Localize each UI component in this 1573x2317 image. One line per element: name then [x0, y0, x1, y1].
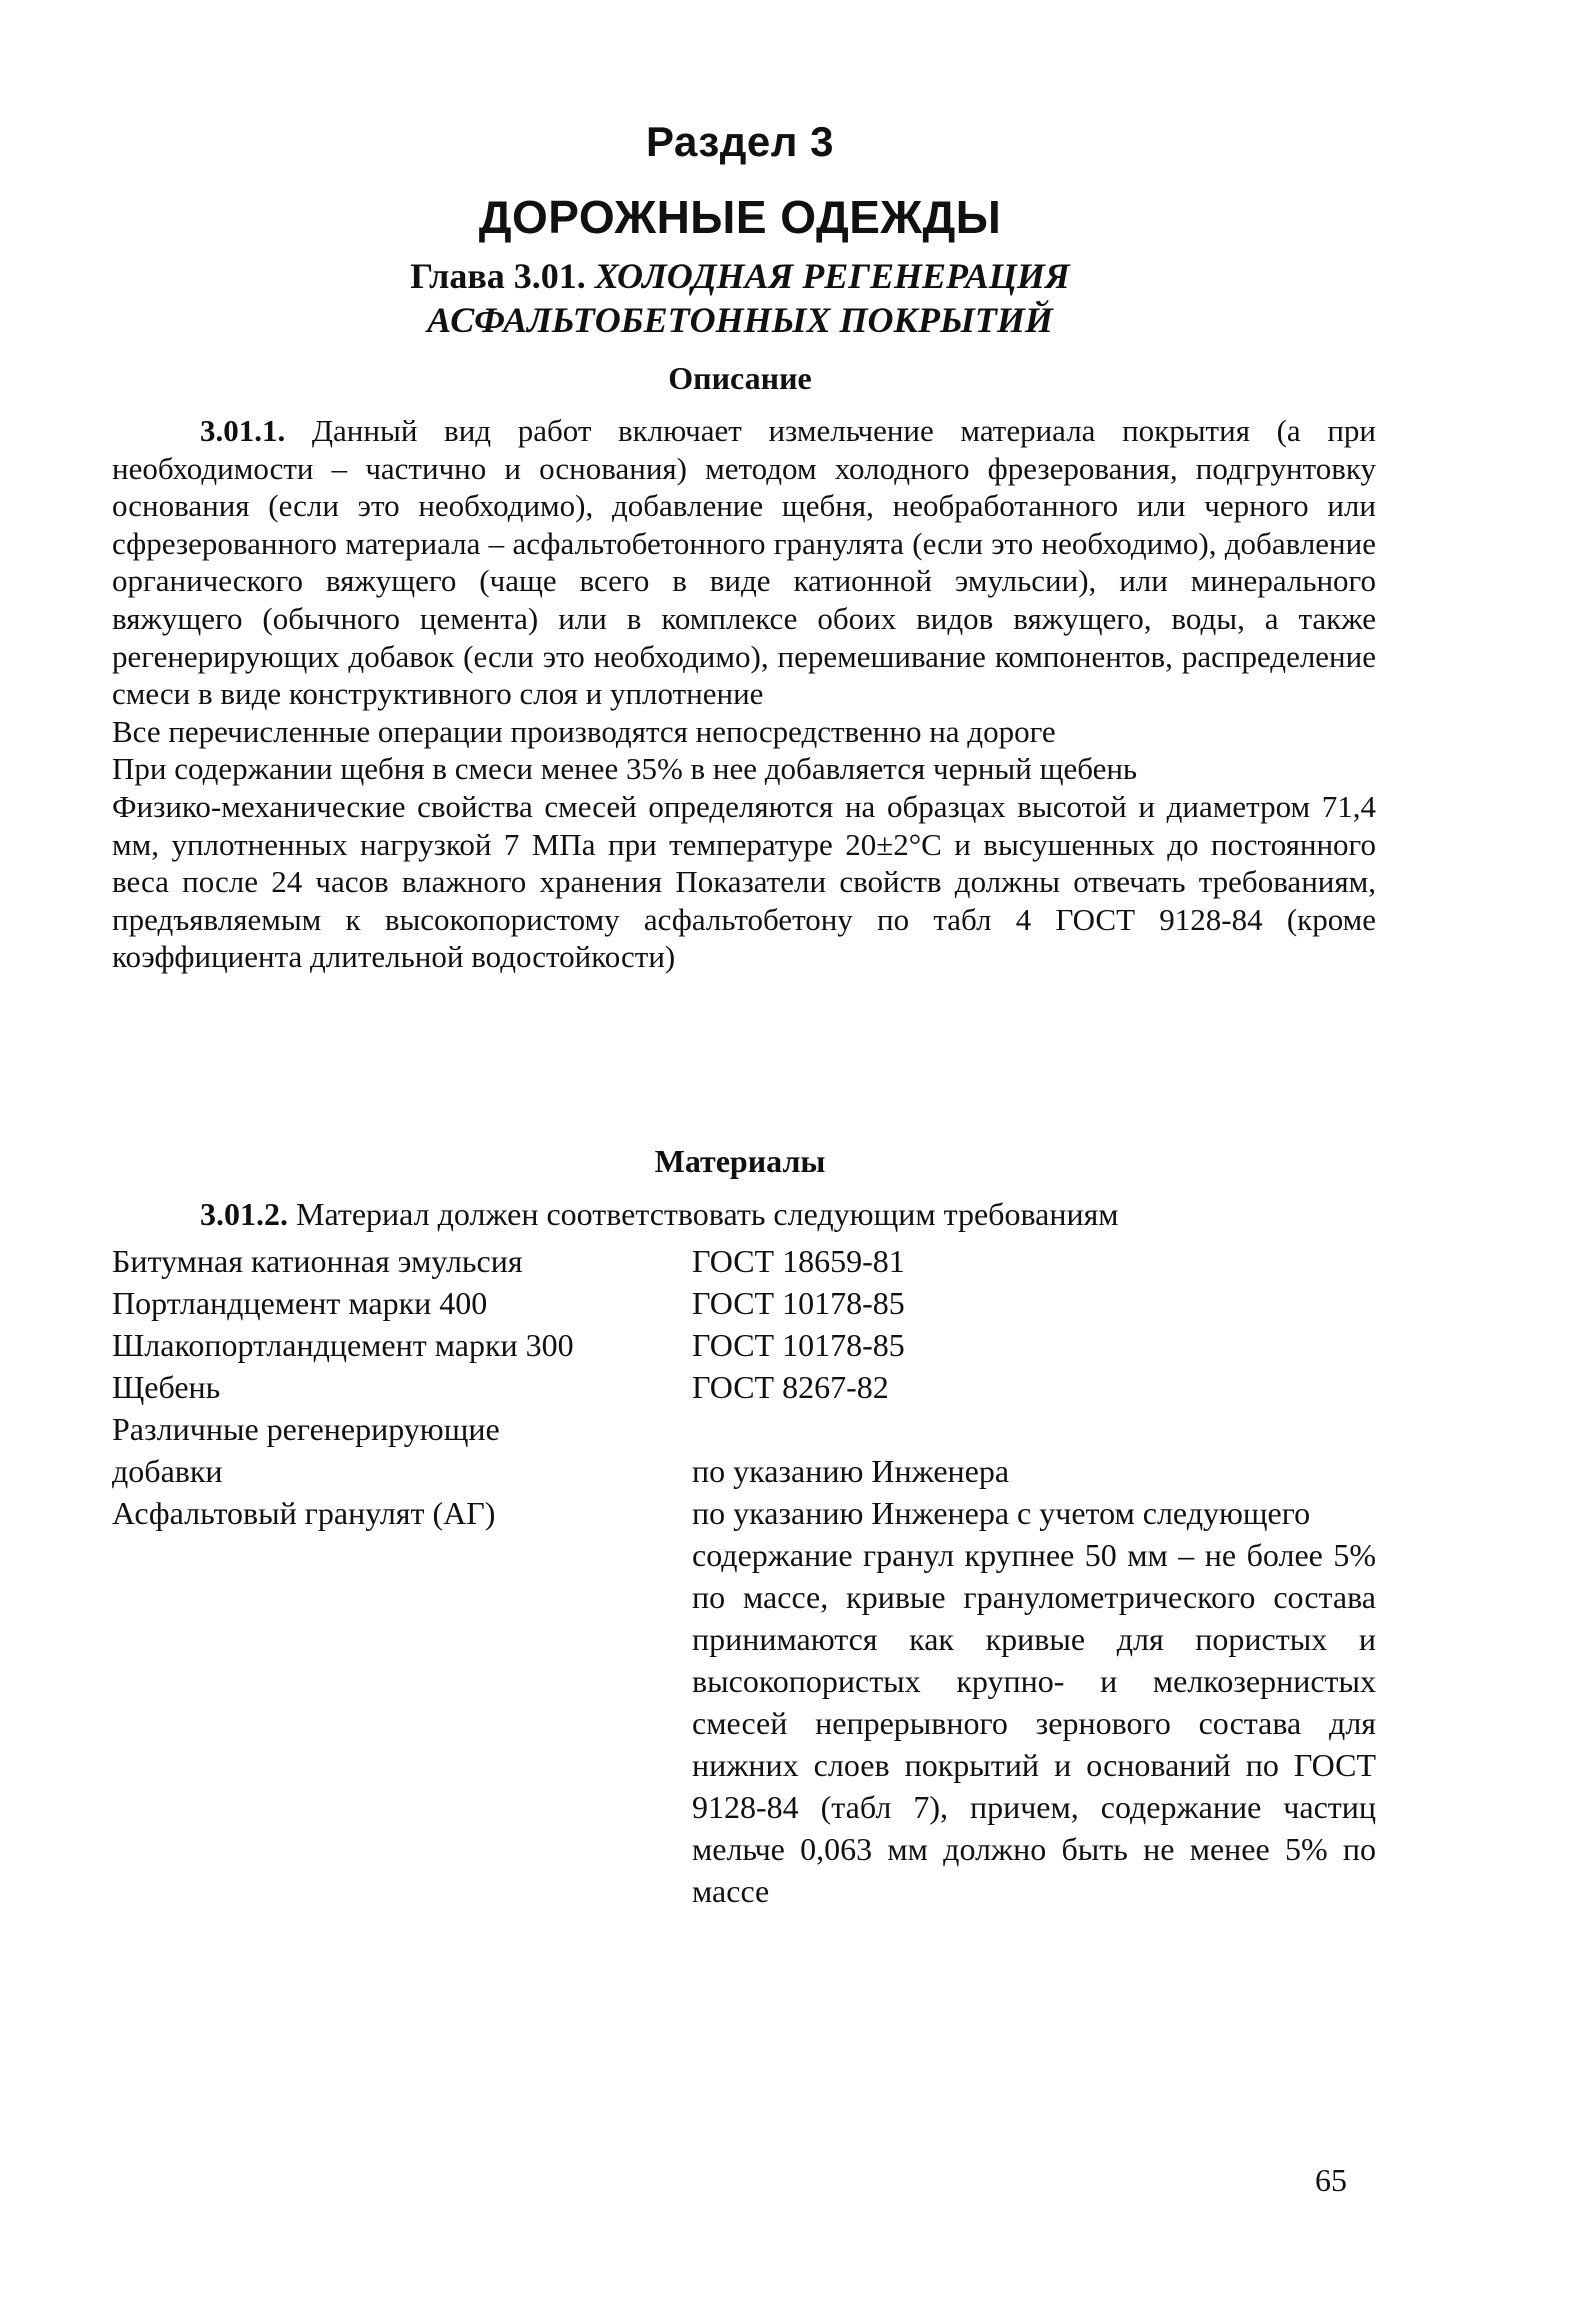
section-title: Раздел 3 [646, 118, 834, 165]
table-row [112, 1492, 1376, 1912]
materials-intro [112, 1196, 1376, 1234]
paragraph-crushed-stone: При содержании щебня в смеси менее 35% в нее добавляется черный щебень [112, 751, 1138, 787]
materials-heading: Материалы [654, 1143, 826, 1179]
material-requirement: ГОСТ 10178-85 [692, 1327, 905, 1363]
material-requirement: ГОСТ 8267-82 [692, 1369, 889, 1405]
clause-3-01-1 [112, 412, 1376, 713]
material-name: Портландцемент марки 400 [112, 1285, 488, 1321]
chapter-title-line1: ХОЛОДНАЯ РЕГЕНЕРАЦИЯ [594, 256, 1070, 296]
chapter-heading-line1 [0, 254, 1480, 298]
clause-text: Материал должен соответствовать следующим требованиям [296, 1196, 1119, 1232]
paragraph-properties: Физико-механические свойства смесей определяются на образцах высотой и диаметром 71,4 мм, уплотненных нагрузкой 7 МПа при температуре 20±2°С и высушенных до постоянного веса после 24 часов влажного хранения Показатели свойств должны отвечать требованиям, предъявляемым к высокопористому асфальтобетону по табл 4 ГОСТ 9128-84 (кроме коэффициента длительной водостойкости) [112, 788, 1376, 975]
part-title: ДОРОЖНЫЕ ОДЕЖДЫ [478, 191, 1002, 243]
page-number: 65 [1315, 2162, 1347, 2198]
clause-3-01-2 [112, 1196, 1376, 1234]
material-name: Шлакопортландцемент марки 300 [112, 1327, 574, 1363]
material-name: Битумная катионная эмульсия [112, 1243, 523, 1279]
table-row [112, 1366, 1376, 1408]
materials-table [112, 1240, 1376, 1912]
material-name: Различные регенерирующие добавки [112, 1411, 500, 1489]
requirement-text: по указанию Инженера с учетом следующего [692, 1495, 1311, 1531]
material-name: Щебень [112, 1369, 221, 1405]
paragraph-operations: Все перечисленные операции производятся непосредственно на дороге [112, 713, 1056, 749]
table-row [112, 1408, 1376, 1492]
clause-number: 3.01.1. [200, 413, 286, 448]
material-requirement: по указанию Инженера [692, 1453, 1010, 1489]
table-row [112, 1282, 1376, 1324]
clause-number: 3.01.2. [200, 1196, 288, 1232]
chapter-heading [0, 254, 1480, 342]
description-body [112, 412, 1376, 976]
table-row [112, 1240, 1376, 1282]
clause-text: Данный вид работ включает измельчение материала покрытия (а при необходимости – частично и основания) методом холодного фрезерования, подгрунтовку основания (если это необходимо), добавление щебня, необработанного или черного или сфрезерованного материала – асфальтобетонного гранулята (если это необходимо), добавление органического вяжущего (чаще всего в виде катионной эмульсии), или минерального вяжущего (обычного цемента) или в комплексе обоих видов вяжущего, воды, а также регенерирующих добавок (если это необходимо), перемешивание компонентов, распределение смеси в виде конструктивного слоя и уплотнение [112, 413, 1376, 712]
description-heading: Описание [668, 360, 812, 396]
table-row [112, 1324, 1376, 1366]
material-name: Асфальтовый гранулят (АГ) [112, 1495, 496, 1531]
material-requirement: ГОСТ 18659-81 [692, 1243, 905, 1279]
chapter-title-line2: АСФАЛЬТОБЕТОННЫХ ПОКРЫТИЙ [427, 300, 1053, 340]
material-requirement: ГОСТ 10178-85 [692, 1285, 905, 1321]
material-requirement [692, 1492, 1376, 1912]
ag-details: содержание гранул крупнее 50 мм – не более 5% по массе, кривые гранулометрического состава принимаются как кривые для пористых и высокопористых крупно- и мелкозернистых смесей непрерывного зернового состава для нижних слоев покрытий и оснований по ГОСТ 9128-84 (табл 7), причем, содержание частиц мельче 0,063 мм должно быть не менее 5% по массе [692, 1537, 1376, 1909]
chapter-label: Глава 3.01. [410, 256, 586, 296]
